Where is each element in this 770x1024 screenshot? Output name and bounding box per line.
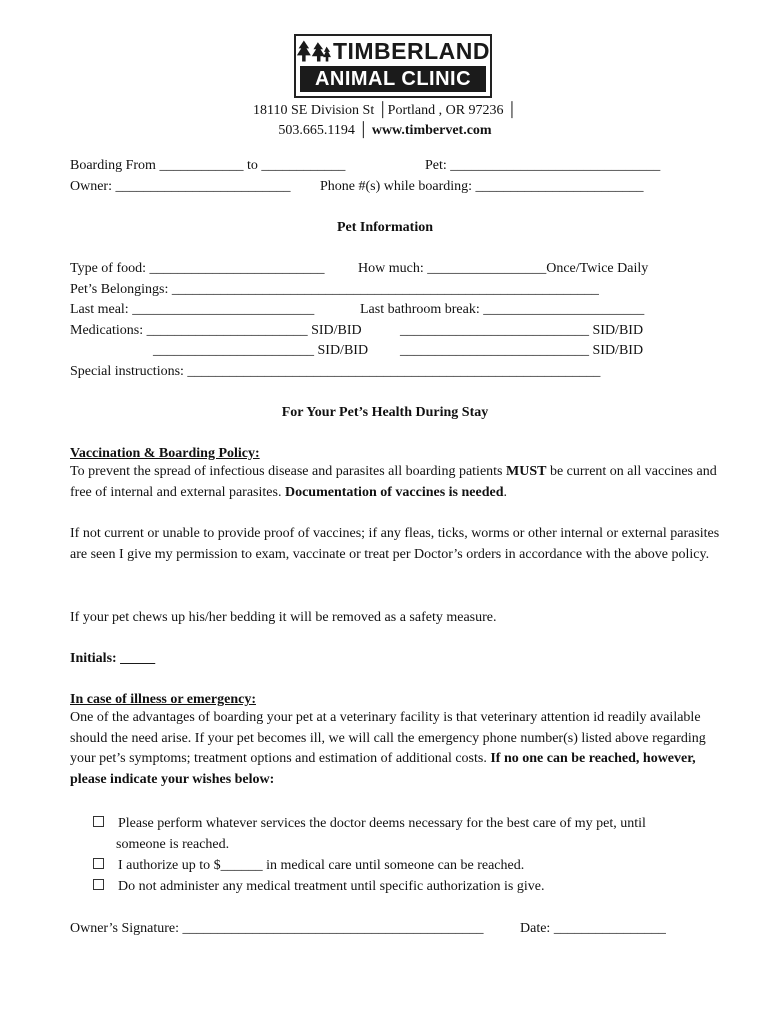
clinic-address: 18110 SE Division St │Portland , OR 97236 │ <box>253 103 517 118</box>
medication-field-3[interactable]: _______________________ SID/BID <box>153 343 369 358</box>
emergency-text: One of the advantages of boarding your pet at a veterinary facility is that veterinary attention id readily available should the need arise. If your pet becomes ill, we will call the emergency phone number(s) listed above regarding your pet’s symptoms; treatment options and estimation of additional costs. If no one can be reached, however, please indicate your wishes below: <box>70 710 706 787</box>
medication-field-1[interactable]: Medications: _______________________ SID/BID <box>70 323 362 338</box>
last-bathroom-field[interactable]: Last bathroom break: _______________________ <box>360 302 645 317</box>
option-perform-services[interactable]: Please perform whatever services the doctor deems necessary for the best care of my pet, until <box>93 815 646 832</box>
vaccination-policy-heading: Vaccination & Boarding Policy: <box>70 446 260 461</box>
initials-field[interactable]: Initials: _____ <box>70 651 156 666</box>
logo-name: TIMBERLAND <box>332 37 490 64</box>
food-type-field[interactable]: Type of food: _________________________ <box>70 261 325 276</box>
option-perform-services-cont: someone is reached. <box>116 837 230 852</box>
emergency-heading: In case of illness or emergency: <box>70 692 256 707</box>
special-instructions-field[interactable]: Special instructions: ___________________________________________________________ <box>70 364 601 379</box>
date-field[interactable]: Date: ________________ <box>520 921 666 936</box>
clinic-logo <box>294 34 492 98</box>
clinic-phone: 503.665.1194 │ <box>278 123 369 138</box>
owner-signature-field[interactable]: Owner’s Signature: ___________________________________________ <box>70 921 484 936</box>
option-no-treatment[interactable]: Do not administer any medical treatment until specific authorization is give. <box>93 878 545 895</box>
bedding-notice: If your pet chews up his/her bedding it will be removed as a safety measure. <box>70 610 497 625</box>
medication-field-4[interactable]: ___________________________ SID/BID <box>400 343 644 358</box>
checkbox[interactable] <box>93 879 104 890</box>
medication-field-2[interactable]: ___________________________ SID/BID <box>400 323 644 338</box>
boarding-phone-field[interactable]: Phone #(s) while boarding: ________________________ <box>320 179 644 194</box>
pet-name-field[interactable]: Pet: ______________________________ <box>425 158 661 173</box>
vaccination-policy-text: To prevent the spread of infectious disease and parasites all boarding patients MUST be current on all vaccines and free of internal and external parasites. Documentation of vaccines is needed. <box>70 464 717 500</box>
belongings-field[interactable]: Pet’s Belongings: _____________________________________________________________ <box>70 282 599 297</box>
clinic-website[interactable]: www.timbervet.com <box>371 123 492 138</box>
clinic-contact <box>0 122 770 139</box>
owner-field[interactable]: Owner: _________________________ <box>70 179 291 194</box>
boarding-dates-field[interactable]: Boarding From ____________ to ____________ <box>70 158 346 173</box>
checkbox[interactable] <box>93 816 104 827</box>
option-authorize-amount[interactable]: I authorize up to $______ in medical care until someone can be reached. <box>93 857 524 874</box>
checkbox[interactable] <box>93 858 104 869</box>
pet-information-heading: Pet Information <box>336 220 434 235</box>
pine-trees-icon <box>296 38 331 64</box>
last-meal-field[interactable]: Last meal: __________________________ <box>70 302 315 317</box>
logo-subname: ANIMAL CLINIC <box>300 66 486 92</box>
health-heading: For Your Pet’s Health During Stay <box>281 405 489 420</box>
parasite-policy-text: If not current or unable to provide proof of vaccines; if any fleas, ticks, worms or other internal or external parasites are seen I give my permission to exam, vaccinate or treat per Doctor’s orders in accordance with the above policy. <box>70 526 720 562</box>
food-amount-field[interactable]: How much: _________________Once/Twice Daily <box>358 261 649 276</box>
